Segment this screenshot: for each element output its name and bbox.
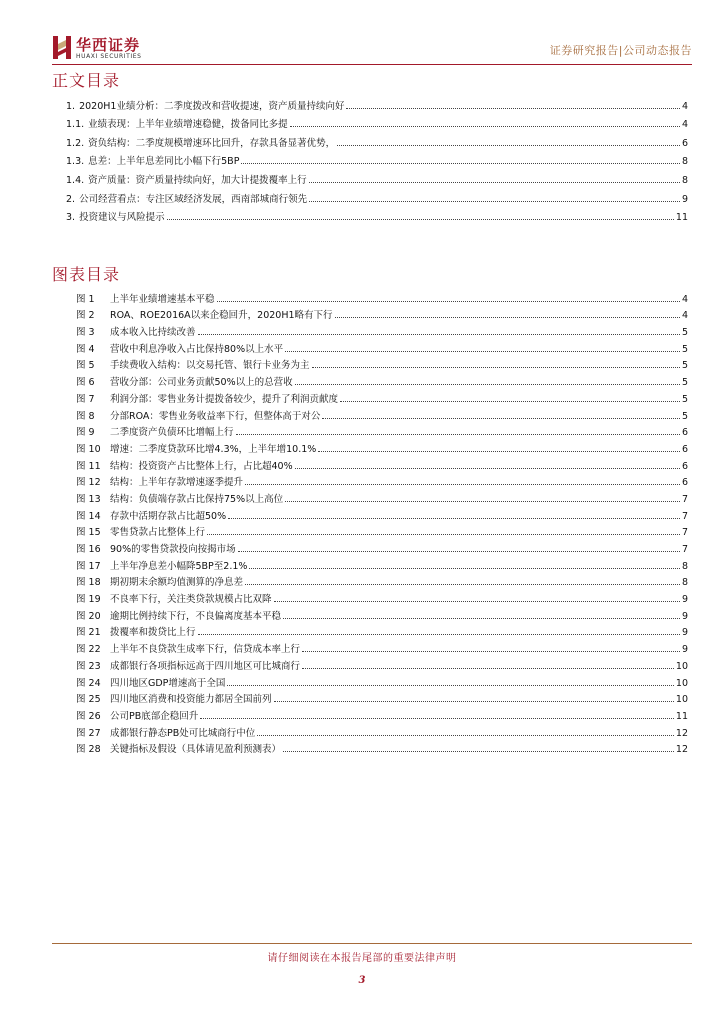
dot-leader [322, 418, 680, 419]
figure-entry-number: 图 5 [76, 360, 95, 372]
figure-entry-number: 图 15 [76, 527, 101, 539]
dot-leader [335, 317, 680, 318]
figure-entry-page: 6 [681, 460, 688, 472]
figure-entry-number: 图 27 [76, 727, 101, 739]
figure-entry-number: 图 7 [76, 393, 95, 405]
figure-entry-text: 手续费收入结构：以交易托管、银行卡业务为主 [110, 360, 310, 372]
figure-entry[interactable] [76, 371, 688, 388]
dot-leader [274, 601, 680, 602]
figure-entry-page: 5 [681, 360, 688, 372]
toc-entry-text: 资产质量：资产质量持续向好，加大计提拨覆率上行 [88, 174, 307, 186]
figure-entry[interactable] [76, 455, 688, 472]
figure-entry-page: 6 [681, 427, 688, 439]
toc-entry-number: 1.3. [66, 156, 85, 168]
figure-entry-text: 公司PB底部企稳回升 [110, 710, 199, 722]
figure-entry[interactable] [76, 522, 688, 539]
figure-entry-number: 图 14 [76, 510, 101, 522]
figure-entry-page: 5 [681, 377, 688, 389]
figure-entry-number: 图 28 [76, 744, 101, 756]
toc-entry[interactable] [66, 112, 688, 131]
figure-entry-text: 分部ROA：零售业务收益率下行，但整体高于对公 [110, 410, 321, 422]
dot-leader [285, 501, 680, 502]
dot-leader [346, 108, 680, 109]
page-header [52, 30, 692, 64]
dot-leader [227, 685, 674, 686]
figure-entry-page: 6 [681, 477, 688, 489]
figure-entry-text: 二季度资产负债环比增幅上行 [110, 427, 234, 439]
figure-entry-page: 5 [681, 343, 688, 355]
figure-entry-text: 关键指标及假设（具体请见盈利预测表） [110, 744, 282, 756]
figure-entry[interactable] [76, 321, 688, 338]
figure-entry[interactable] [76, 338, 688, 355]
figure-entry-number: 图 21 [76, 627, 101, 639]
figure-entry-text: 结构：上半年存款增速逐季提升 [110, 477, 244, 489]
figure-entry-text: 营收中利息净收入占比保持80%以上水平 [110, 343, 284, 355]
figure-entry-number: 图 22 [76, 644, 101, 656]
dot-leader [337, 145, 680, 146]
toc-entry[interactable] [66, 167, 688, 186]
company-logo [52, 32, 152, 62]
dot-leader [238, 551, 680, 552]
figure-entry-number: 图 6 [76, 377, 95, 389]
legal-disclaimer: 请仔细阅读在本报告尾部的重要法律声明 [267, 953, 457, 964]
figure-entry[interactable] [76, 355, 688, 372]
figure-entry-text: 结构：投资资产占比整体上行，占比超40% [110, 460, 293, 472]
figure-entry-text: 利润分部：零售业务计提拨备较少，提升了利润贡献度 [110, 393, 339, 405]
figure-entry-text: 结构：负债端存款占比保持75%以上高位 [110, 493, 284, 505]
figure-entry[interactable] [76, 538, 688, 555]
figure-entry-text: 增速：二季度贷款环比增4.3%，上半年增10.1% [110, 443, 317, 455]
dot-leader [318, 451, 680, 452]
figure-entry[interactable] [76, 638, 688, 655]
figure-entry-text: 四川地区消费和投资能力都居全国前列 [110, 694, 272, 706]
toc-entry-number: 1. [66, 100, 76, 112]
figure-entry-number: 图 19 [76, 594, 101, 606]
dot-leader [249, 568, 680, 569]
figure-entry[interactable] [76, 572, 688, 589]
figure-entry-number: 图 25 [76, 694, 101, 706]
figure-entry[interactable] [76, 555, 688, 572]
dot-leader [309, 201, 680, 202]
dot-leader [295, 384, 680, 385]
figure-entry-page: 10 [675, 677, 688, 689]
figure-entry-text: 不良率下行，关注类贷款规模占比双降 [110, 594, 272, 606]
toc-list [66, 93, 688, 223]
figure-entry-page: 7 [681, 493, 688, 505]
figure-entry[interactable] [76, 689, 688, 706]
logo-chinese-name: 华西证券 [76, 36, 141, 54]
figure-entry[interactable] [76, 605, 688, 622]
dot-leader [302, 668, 674, 669]
figure-entry-page: 6 [681, 443, 688, 455]
dot-leader [295, 468, 680, 469]
figure-entry-page: 9 [681, 610, 688, 622]
dot-leader [198, 634, 680, 635]
toc-entry-text: 公司经营看点：专注区域经济发展，西南部城商行领先 [79, 193, 308, 205]
figure-entry-page: 10 [675, 660, 688, 672]
figure-entry-number: 图 17 [76, 560, 101, 572]
figure-entry-number: 图 23 [76, 660, 101, 672]
figure-entry-number: 图 20 [76, 610, 101, 622]
figure-entry-page: 12 [675, 727, 688, 739]
dot-leader [257, 735, 674, 736]
figure-entry[interactable] [76, 388, 688, 405]
report-type: 证券研究报告|公司动态报告 [549, 44, 692, 57]
figure-entry[interactable] [76, 288, 688, 305]
figure-entry-number: 图 2 [76, 310, 95, 322]
figure-entry-text: 成都银行静态PB处可比城商行中位 [110, 727, 256, 739]
toc-entry-page: 6 [681, 137, 688, 149]
figure-entry-text: 上半年业绩增速基本平稳 [110, 293, 215, 305]
dot-leader [283, 751, 674, 752]
figure-entry-text: 营收分部：公司业务贡献50%以上的总营收 [110, 377, 293, 389]
figure-entry[interactable] [76, 472, 688, 489]
figure-entry-text: ROA、ROE2016A以来企稳回升，2020H1略有下行 [110, 310, 333, 322]
figure-entry-number: 图 11 [76, 460, 101, 472]
toc-entry-page: 9 [681, 193, 688, 205]
figures-title: 图表目录 [52, 265, 121, 284]
toc-entry-number: 1.1. [66, 119, 85, 131]
figure-entry[interactable] [76, 622, 688, 639]
toc-entry[interactable] [66, 186, 688, 205]
toc-entry[interactable] [66, 205, 688, 224]
toc-entry-text: 业绩表现：上半年业绩增速稳健，拨备同比多提 [88, 119, 288, 131]
dot-leader [167, 219, 674, 220]
figure-entry[interactable] [76, 422, 688, 439]
dot-leader [290, 126, 680, 127]
figure-entry-number: 图 24 [76, 677, 101, 689]
figure-entry[interactable] [76, 588, 688, 605]
dot-leader [207, 534, 680, 535]
dot-leader [228, 518, 680, 519]
footer-divider [52, 943, 692, 944]
figure-entry-text: 零售贷款占比整体上行 [110, 527, 206, 539]
figure-entry-page: 7 [681, 544, 688, 555]
dot-leader [200, 718, 674, 719]
toc-entry[interactable] [66, 149, 688, 168]
figure-entry[interactable] [76, 505, 688, 522]
figure-entry-number: 图 13 [76, 493, 101, 505]
figure-entry-page: 5 [681, 410, 688, 422]
figure-entry-text: 90%的零售贷款投向按揭市场 [110, 544, 236, 555]
figure-entry-page: 9 [681, 644, 688, 656]
figure-entry-number: 图 26 [76, 710, 101, 722]
figure-entry[interactable] [76, 722, 688, 739]
figure-entry-page: 8 [681, 560, 688, 572]
figure-entry-text: 逾期比例持续下行，不良偏离度基本平稳 [110, 610, 282, 622]
figure-entry[interactable] [76, 672, 688, 689]
figure-entry-number: 图 9 [76, 427, 95, 439]
dot-leader [198, 334, 680, 335]
dot-leader [340, 401, 680, 402]
figure-entry-page: 10 [675, 694, 688, 706]
toc-entry[interactable] [66, 130, 688, 149]
figure-entry-page: 4 [681, 310, 688, 322]
dot-leader [245, 584, 680, 585]
dot-leader [302, 651, 680, 652]
toc-entry-number: 2. [66, 193, 76, 205]
figure-entry-page: 9 [681, 627, 688, 639]
figure-entry[interactable] [76, 405, 688, 422]
toc-entry-page: 4 [681, 100, 688, 112]
figure-entry-page: 7 [681, 527, 688, 539]
figure-entry-number: 图 4 [76, 343, 95, 355]
figure-entry-text: 上半年净息差小幅降5BP至2.1% [110, 560, 248, 572]
logo-english-name: HUAXI SECURITIES [76, 53, 142, 60]
toc-entry-page: 8 [681, 156, 688, 168]
figure-entry-page: 11 [675, 710, 688, 722]
toc-entry-text: 2020H1业绩分析：二季度拨改和营收提速，资产质量持续向好 [79, 100, 345, 112]
toc-entry-text: 投资建议与风险提示 [79, 212, 165, 224]
toc-entry-number: 1.2. [66, 137, 85, 149]
dot-leader [245, 484, 680, 485]
dot-leader [312, 367, 680, 368]
toc-entry[interactable] [66, 93, 688, 112]
figure-entry-page: 5 [681, 393, 688, 405]
figure-entry-text: 期初期末余额均值测算的净息差 [110, 577, 244, 589]
dot-leader [236, 434, 680, 435]
figure-entry-text: 存款中活期存款占比超50% [110, 510, 227, 522]
figure-entry-number: 图 3 [76, 327, 95, 339]
figure-entry[interactable] [76, 739, 688, 756]
figure-entry-text: 四川地区GDP增速高于全国 [110, 677, 226, 689]
dot-leader [285, 351, 680, 352]
figure-entry-text: 上半年不良贷款生成率下行，信贷成本率上行 [110, 644, 301, 656]
figure-entry[interactable] [76, 705, 688, 722]
toc-entry-page: 4 [681, 119, 688, 131]
toc-title: 正文目录 [52, 71, 121, 90]
figure-entry-text: 成本收入比持续改善 [110, 327, 196, 339]
figure-entry[interactable] [76, 488, 688, 505]
figure-entry[interactable] [76, 305, 688, 322]
figure-entry-number: 图 1 [76, 293, 95, 305]
toc-entry-page: 11 [675, 212, 688, 224]
figures-list [76, 288, 688, 755]
figure-entry-number: 图 18 [76, 577, 101, 589]
figure-entry-page: 7 [681, 510, 688, 522]
figure-entry-number: 图 16 [76, 544, 101, 555]
toc-entry-text: 资负结构：二季度规模增速环比回升，存款具备显著优势， [88, 137, 336, 149]
figure-entry-page: 9 [681, 594, 688, 606]
figure-entry-page: 12 [675, 744, 688, 756]
toc-entry-number: 1.4. [66, 174, 85, 186]
figure-entry-page: 5 [681, 327, 688, 339]
dot-leader [309, 182, 680, 183]
toc-entry-number: 3. [66, 212, 76, 224]
figure-entry-page: 8 [681, 577, 688, 589]
header-divider [52, 64, 692, 65]
figure-entry-number: 图 12 [76, 477, 101, 489]
figure-entry-number: 图 8 [76, 410, 95, 422]
dot-leader [217, 301, 680, 302]
figure-entry[interactable] [76, 655, 688, 672]
figure-entry-text: 拨覆率和拨贷比上行 [110, 627, 196, 639]
page-number: 3 [358, 975, 366, 986]
dot-leader [274, 701, 674, 702]
dot-leader [241, 163, 680, 164]
figure-entry-page: 4 [681, 293, 688, 305]
toc-entry-text: 息差：上半年息差同比小幅下行5BP [88, 156, 240, 168]
toc-entry-page: 8 [681, 174, 688, 186]
figure-entry-number: 图 10 [76, 443, 101, 455]
figure-entry-text: 成都银行各项指标远高于四川地区可比城商行 [110, 660, 301, 672]
figure-entry[interactable] [76, 438, 688, 455]
huaxi-logo-icon [52, 34, 72, 60]
dot-leader [283, 618, 680, 619]
